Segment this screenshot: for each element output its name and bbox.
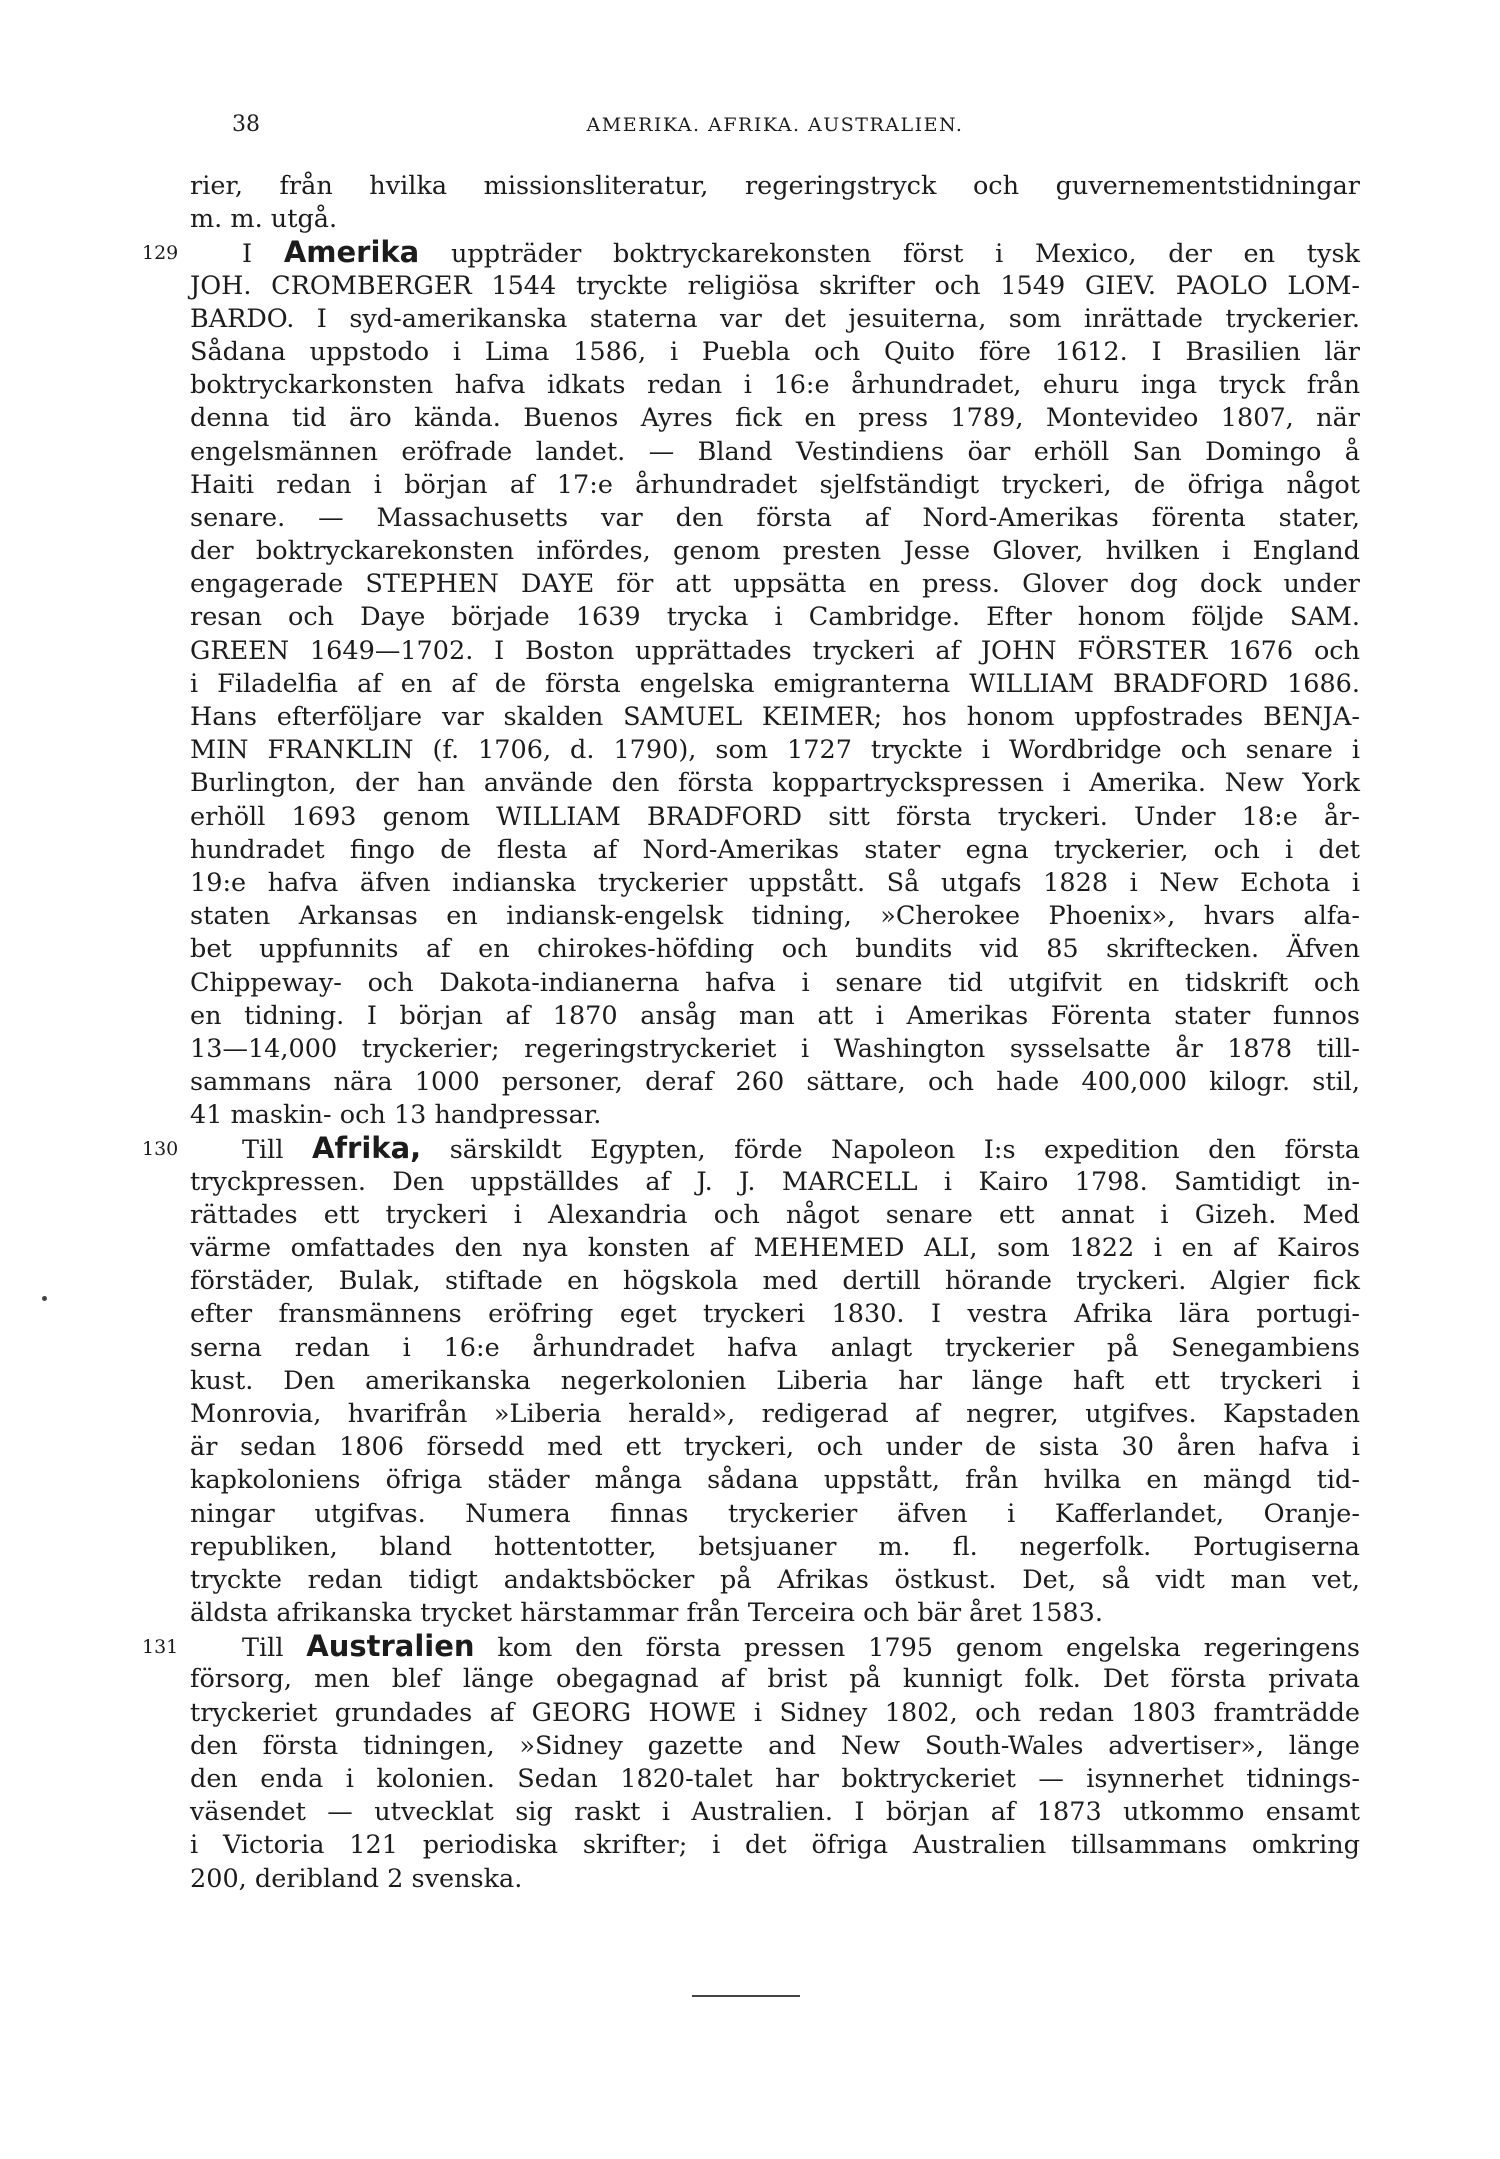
text-line: rier, från hvilka missionsliteratur, regeringstryck och guvernementstidningar — [190, 171, 1360, 201]
text-line: Sådana uppstodo i Lima 1586, i Puebla och Quito före 1612. I Brasilien lär — [190, 336, 1360, 367]
text-line: ningar utgifvas. Numera finnas tryckerier äfven i Kafferlandet, Oranje- — [190, 1498, 1360, 1529]
text-line: der boktryckarekonsten infördes, genom presten Jesse Glover, hvilken i England — [190, 536, 1360, 567]
text-line: försorg, men blef länge obegagnad af brist på kunnigt folk. Det första privata — [190, 1664, 1360, 1695]
paragraph-129-first-line: 129 I Amerika uppträder boktryckarekonsten först i Mexico, der en tysk — [142, 235, 1360, 270]
text-line: uppträder boktryckarekonsten först i Mexico, der en tysk — [451, 239, 1360, 270]
text-line: i Filadelfia af en af de första engelska emigranterna WILLIAM BRADFORD 1686. — [190, 668, 1360, 699]
text-line: tryckpressen. Den uppställdes af J. J. MARCELL i Kairo 1798. Samtidigt in- — [190, 1166, 1360, 1197]
paragraph-number: 131 — [142, 1636, 179, 1659]
text-line: BARDO. I syd-amerikanska staterna var det jesuiterna, som inrättade tryckerier. — [190, 303, 1360, 334]
text-line: boktryckarkonsten hafva idkats redan i 16:e århundradet, ehuru inga tryck från — [190, 370, 1360, 401]
text-line: bet uppfunnits af en chirokes-höfding och bundits vid 85 skriftecken. Äfven — [190, 934, 1360, 965]
text-line: äldsta afrikanska trycket härstammar från Terceira och bär året 1583. — [190, 1598, 1103, 1629]
text-line: JOH. CROMBERGER 1544 tryckte religiösa skrifter och 1549 GIEV. PAOLO LOM- — [190, 270, 1360, 301]
text-line: tryckeriet grundades af GEORG HOWE i Sidney 1802, och redan 1803 framträdde — [190, 1697, 1360, 1728]
text-line: Chippeway- och Dakota-indianerna hafva i senare tid utgifvit en tidskrift och — [190, 967, 1360, 998]
text-line: efter fransmännens eröfring eget tryckeri 1830. I vestra Afrika lära portugi- — [190, 1299, 1360, 1330]
text-line: erhöll 1693 genom WILLIAM BRADFORD sitt första tryckeri. Under 18:e år- — [190, 801, 1360, 832]
text-line: rättades ett tryckeri i Alexandria och något senare ett annat i Gizeh. Med — [190, 1199, 1360, 1230]
text-line: sammans nära 1000 personer, deraf 260 sättare, och hade 400,000 kilogr. stil, — [190, 1067, 1360, 1098]
text-line: resan och Daye började 1639 trycka i Cambridge. Efter honom följde SAM. — [190, 602, 1360, 633]
running-head — [190, 112, 1360, 142]
text-line: kust. Den amerikanska negerkolonien Liberia har länge haft ett tryckeri i — [190, 1365, 1360, 1396]
paragraph-130-first-line: 130 Till Afrika, särskildt Egypten, förde Napoleon I:s expedition den första — [142, 1131, 1360, 1166]
margin-dot — [42, 1296, 47, 1301]
paragraph-number: 129 — [142, 242, 179, 265]
text-line: engelsmännen eröfrade landet. — Bland Vestindiens öar erhöll San Domingo å — [190, 436, 1360, 467]
keyword-afrika: Afrika, — [312, 1131, 422, 1166]
text-line: 13—14,000 tryckerier; regeringstryckeriet i Washington sysselsatte år 1878 till- — [190, 1033, 1360, 1064]
text-line: MIN FRANKLIN (f. 1706, d. 1790), som 1727 tryckte i Wordbridge och senare i — [190, 735, 1360, 766]
text-line: förstäder, Bulak, stiftade en högskola med dertill hörande tryckeri. Algier fick — [190, 1266, 1360, 1297]
text-line: engagerade STEPHEN DAYE för att uppsätta en press. Glover dog dock under — [190, 569, 1360, 600]
paragraph-131-first-line: 131 Till Australien kom den första pressen 1795 genom engelska regeringens — [142, 1629, 1360, 1664]
text-line: serna redan i 16:e århundradet hafva anlagt tryckerier på Senegambiens — [190, 1332, 1360, 1363]
text-line: värme omfattades den nya konsten af MEHEMED ALI, som 1822 i en af Kairos — [190, 1233, 1360, 1263]
text-line: 200, deribland 2 svenska. — [190, 1863, 523, 1894]
text-line: GREEN 1649—1702. I Boston upprättades tryckeri af JOHN FÖRSTER 1676 och — [190, 635, 1360, 666]
text-line: Monrovia, hvarifrån »Liberia herald», redigerad af negrer, utgifves. Kapstaden — [190, 1398, 1360, 1429]
text-line: m. m. utgå. — [190, 204, 338, 235]
keyword-amerika: Amerika — [283, 235, 420, 270]
text-line: republiken, bland hottentotter, betsjuaner m. fl. negerfolk. Portugiserna — [190, 1531, 1360, 1562]
text-line: Hans efterföljare var skalden SAMUEL KEIMER; hos honom uppfostrades BENJA- — [190, 702, 1360, 732]
text-line: en tidning. I början af 1870 ansåg man att i Amerikas Förenta stater funnos — [190, 1000, 1360, 1031]
text-line: Burlington, der han använde den första koppartryckspressen i Amerika. New York — [190, 768, 1360, 799]
text-line: staten Arkansas en indiansk-engelsk tidning, »Cherokee Phoenix», hvars alfa- — [190, 901, 1360, 932]
text-line: i Victoria 121 periodiska skrifter; i det öfriga Australien tillsammans omkring — [190, 1830, 1360, 1861]
body-text — [142, 170, 1360, 1896]
text-line: hundradet fingo de flesta af Nord-Amerikas stater egna tryckerier, och i det — [190, 834, 1360, 865]
text-line: tryckte redan tidigt andaktsböcker på Afrikas östkust. Det, så vidt man vet, — [190, 1564, 1360, 1595]
text-line: Haiti redan i början af 17:e århundradet sjelfständigt tryckeri, de öfriga något — [190, 469, 1360, 500]
text-line: denna tid äro kända. Buenos Ayres fick en press 1789, Montevideo 1807, när — [190, 403, 1360, 434]
paragraph-number: 130 — [142, 1138, 179, 1161]
text-line: är sedan 1806 försedd med ett tryckeri, och under de sista 30 åren hafva i — [190, 1432, 1360, 1463]
text-line: kom den första pressen 1795 genom engelska regeringens — [497, 1633, 1360, 1664]
text-line: kapkoloniens öfriga städer många sådana uppstått, från hvilka en mängd tid- — [190, 1465, 1360, 1496]
text-line: 41 maskin- och 13 handpressar. — [190, 1100, 602, 1131]
footer-rule — [692, 1995, 800, 1997]
header-title: AMERIKA. AFRIKA. AUSTRALIEN. — [586, 114, 964, 136]
text-line: den första tidningen, »Sidney gazette and New South-Wales advertiser», länge — [190, 1730, 1360, 1761]
text-line: 19:e hafva äfven indianska tryckerier uppstått. Så utgafs 1828 i New Echota i — [190, 867, 1360, 898]
text-line: väsendet — utvecklat sig raskt i Australien. I början af 1873 utkommo ensamt — [190, 1797, 1360, 1828]
text-line: senare. — Massachusetts var den första af Nord-Amerikas förenta stater, — [190, 502, 1360, 533]
text-line: särskildt Egypten, förde Napoleon I:s expedition den första — [449, 1135, 1360, 1166]
keyword-australien: Australien — [306, 1629, 475, 1664]
page-number: 38 — [232, 112, 260, 137]
text-line: den enda i kolonien. Sedan 1820-talet har boktryckeriet — isynnerhet tidnings- — [190, 1764, 1360, 1794]
